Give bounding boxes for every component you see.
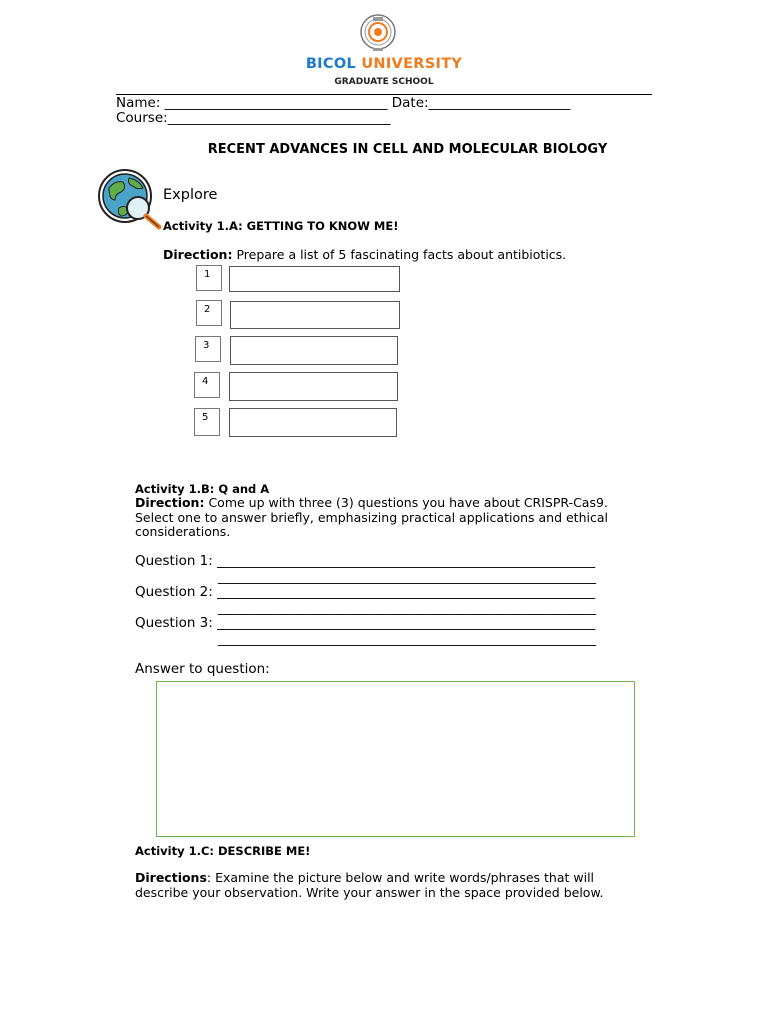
fact-number-5: 5 [194,408,220,436]
name-date-line [116,95,570,111]
university-name-part1: BICOL [305,56,356,72]
fact-answer-box-5[interactable] [229,408,397,437]
question-2-line[interactable]: Question 2: ________________________________________________________ [135,584,596,600]
activity-b-direction [135,496,635,540]
question-2-continuation[interactable]: ________________________________________________________ [218,600,596,616]
graduate-school-label: GRADUATE SCHOOL [334,77,434,87]
fact-number-3: 3 [195,336,221,362]
fact-number-1: 1 [196,265,222,291]
university-name-part2: UNIVERSITY [361,56,463,72]
fact-number-2: 2 [196,300,222,326]
date-field[interactable]: _____________________ [428,95,571,111]
activity-c-title: Activity 1.C: DESCRIBE ME! [135,844,311,858]
activity-a-direction [163,247,566,262]
course-line [116,110,390,126]
activity-b-direction-text: Come up with three (3) questions you have about CRISPR-Cas9. Select one to answer briefly, emphasizing practical applications and ethical considerations. [135,495,608,539]
course-field[interactable]: _________________________________ [167,110,391,126]
name-field[interactable]: _________________________________ [164,95,388,111]
fact-answer-box-3[interactable] [230,336,398,365]
activity-a-direction-label: Direction: [163,247,233,262]
university-name [0,56,768,72]
activity-a-direction-text: Prepare a list of 5 fascinating facts about antibiotics. [232,247,567,262]
answer-label: Answer to question: [135,661,270,677]
fact-answer-box-4[interactable] [229,372,398,401]
course-label: Course: [116,110,168,126]
activity-c-directions-label: Directions [135,870,207,885]
question-1-line[interactable]: Question 1: ________________________________________________________ [135,553,596,569]
activity-c-directions [135,871,635,900]
question-1-continuation[interactable]: ________________________________________________________ [218,569,596,585]
section-heading-explore: Explore [163,187,218,203]
globe-magnifier-icon [97,168,163,230]
question-3-line[interactable]: Question 3: ________________________________________________________ [135,615,596,631]
activity-c-directions-text: : Examine the picture below and write words/phrases that will describe your observation. Write your answer in the space provided below. [135,870,604,900]
activity-a-title: Activity 1.A: GETTING TO KNOW ME! [163,219,399,233]
fact-number-4: 4 [194,372,220,398]
question-3-continuation[interactable]: ________________________________________________________ [218,631,596,647]
activity-b-title: Activity 1.B: Q and A [135,482,270,496]
activity-b-direction-label: Direction: [135,495,205,510]
date-label: Date: [391,95,429,111]
document-title: RECENT ADVANCES IN CELL AND MOLECULAR BIOLOGY [207,142,608,157]
fact-answer-box-1[interactable] [229,266,400,292]
fact-answer-box-2[interactable] [230,301,400,329]
answer-box[interactable] [156,681,635,837]
name-label: Name: [116,95,161,111]
university-seal-icon [359,12,397,56]
